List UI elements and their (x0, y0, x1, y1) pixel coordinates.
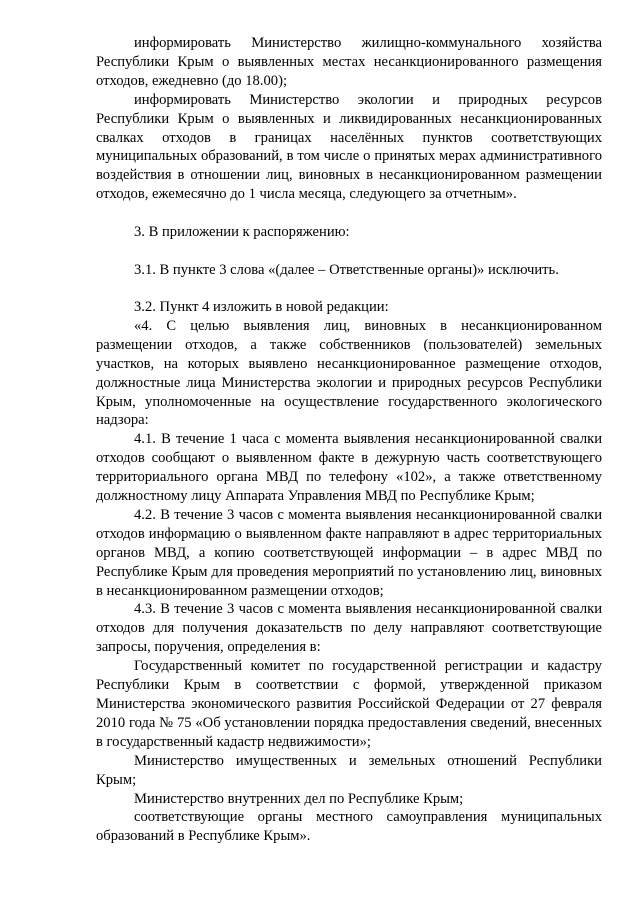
paragraph-item-4: «4. С целью выявления лиц, виновных в несанкционированном размещении отходов, а также собственников (пользователей) земельных участков, на которых выявлено несанкционированное размещение отходов, должностные лица Министерства экологии и природных ресурсов Республики Крым, уполномоченные на осуществление государственного экологического надзора: (96, 317, 602, 429)
paragraph-interior-ministry: Министерство внутренних дел по Республике Крым; (134, 790, 464, 807)
paragraph-item-3-1: 3.1. В пункте 3 слова «(далее – Ответственные органы)» исключить. (134, 262, 559, 279)
paragraph-property-ministry: Министерство имущественных и земельных отношений Республики Крым; (96, 752, 602, 788)
paragraph-state-committee: Государственный комитет по государственной регистрации и кадастру Республики Крым в соответствии с формой, утвержденной приказом Министерства экономического развития Российской Федерации от 27 февраля 2010 года № 75 «Об установлении порядка предоставления сведений, внесенных в государственный кадастр недвижимости»; (96, 658, 602, 750)
paragraph-inform-housing-ministry: информировать Министерство жилищно-коммунального хозяйства Республики Крым о выявленных местах несанкционированного размещения отходов, ежедневно (до 18.00); (96, 35, 602, 89)
paragraph-item-3: 3. В приложении к распоряжению: (134, 224, 350, 241)
paragraph-item-3-2: 3.2. Пункт 4 изложить в новой редакции: (134, 298, 389, 315)
paragraph-item-4-1: 4.1. В течение 1 часа с момента выявления несанкционированной свалки отходов сообщают о выявленном факте в дежурную часть соответствующего территориального органа МВД по телефону «102», а также ответственному должностному лицу Аппарата Управления МВД по Республике Крым; (96, 431, 602, 505)
paragraph-item-4-3: 4.3. В течение 3 часов с момента выявления несанкционированной свалки отходов для получения доказательств по делу направляют соответствующие запросы, поручения, определения в: (96, 601, 602, 656)
paragraph-item-4-2: 4.2. В течение 3 часов с момента выявления несанкционированной свалки отходов информацию о выявленном факте направляют в адрес территориальных органов МВД, а копию соответствующей информации – в адрес МВД по Республике Крым для проведения мероприятий по установлению лиц, виновных в несанкционированном размещении отходов; (96, 506, 602, 599)
paragraph-local-authorities: соответствующие органы местного самоуправления муниципальных образований в Республике Крым». (96, 809, 602, 845)
paragraph-inform-ecology-ministry: информировать Министерство экологии и природных ресурсов Республики Крым о выявленных и ликвидированных несанкционированных свалках отходов в границах населённых пунктов соответствующих муниципальных образований, в том числе о принятых мерах административного воздействия в отношении лиц, виновных в несанкционированном размещении отходов, ежемесячно до 1 числа месяца, следующего за отчетным». (96, 91, 602, 203)
